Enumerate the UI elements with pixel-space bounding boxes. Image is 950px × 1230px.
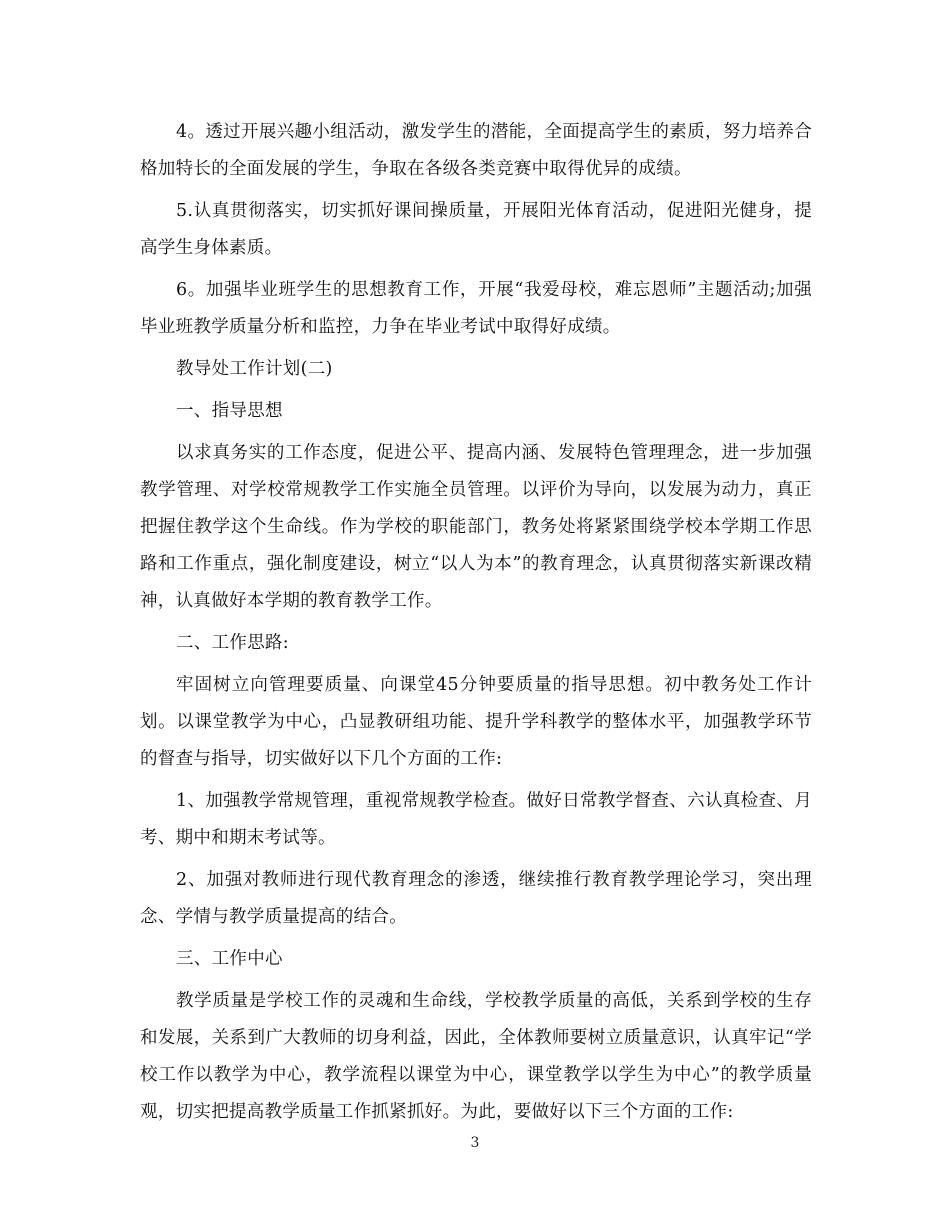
section-title: 教导处工作计划(二)	[176, 359, 333, 379]
paragraph-approach-item-1: 1、加强教学常规管理，重视常规教学检查。做好日常教学督查、六认真检查、月考、期中和期末考试等。	[140, 791, 812, 848]
paragraph-work-approach: 牢固树立向管理要质量、向课堂45分钟要质量的指导思想。初中教务处工作计划。以课堂教学为中心，凸显教研组功能、提升学科教学的整体水平，加强教学环节的督查与指导，切实做好以下几个方面的工作:	[140, 675, 812, 769]
paragraph-work-center: 教学质量是学校工作的灵魂和生命线，学校教学质量的高低，关系到学校的生存和发展，关系到广大教师的切身利益，因此，全体教师要树立质量意识，认真牢记“学校工作以教学为中心，教学流程以课堂为中心，课堂教学以学生为中心”的教学质量观，切实把提高教学质量工作抓紧抓好。为此，要做好以下三个方面的工作:	[140, 991, 812, 1122]
paragraph-item-4: 4。透过开展兴趣小组活动，激发学生的潜能，全面提高学生的素质，努力培养合格加特长的全面发展的学生，争取在各级各类竞赛中取得优异的成绩。	[140, 122, 812, 179]
heading-work-center: 三、工作中心	[176, 949, 283, 969]
paragraph-guiding-ideology: 以求真务实的工作态度，促进公平、提高内涵、发展特色管理理念，进一步加强教学管理、对学校常规教学工作实施全员管理。以评价为导向，以发展为动力，真正把握住教学这个生命线。作为学校的职能部门，教务处将紧紧围绕学校本学期工作思路和工作重点，强化制度建设，树立“以人为本”的教育理念，认真贯彻落实新课改精神，认真做好本学期的教育教学工作。	[140, 443, 812, 611]
page-number: 3	[470, 1135, 480, 1151]
heading-work-approach: 二、工作思路:	[176, 633, 289, 653]
paragraph-item-6: 6。加强毕业班学生的思想教育工作，开展“我爱母校，难忘恩师”主题活动;加强毕业班教学质量分析和监控，力争在毕业考试中取得好成绩。	[140, 280, 812, 337]
paragraph-approach-item-2: 2、加强对教师进行现代教育理念的渗透，继续推行教育教学理论学习，突出理念、学情与教学质量提高的结合。	[140, 870, 812, 927]
paragraph-item-5: 5.认真贯彻落实，切实抓好课间操质量，开展阳光体育活动，促进阳光健身，提高学生身体素质。	[140, 201, 812, 258]
document-body	[140, 114, 812, 1136]
heading-guiding-ideology: 一、指导思想	[176, 401, 283, 421]
